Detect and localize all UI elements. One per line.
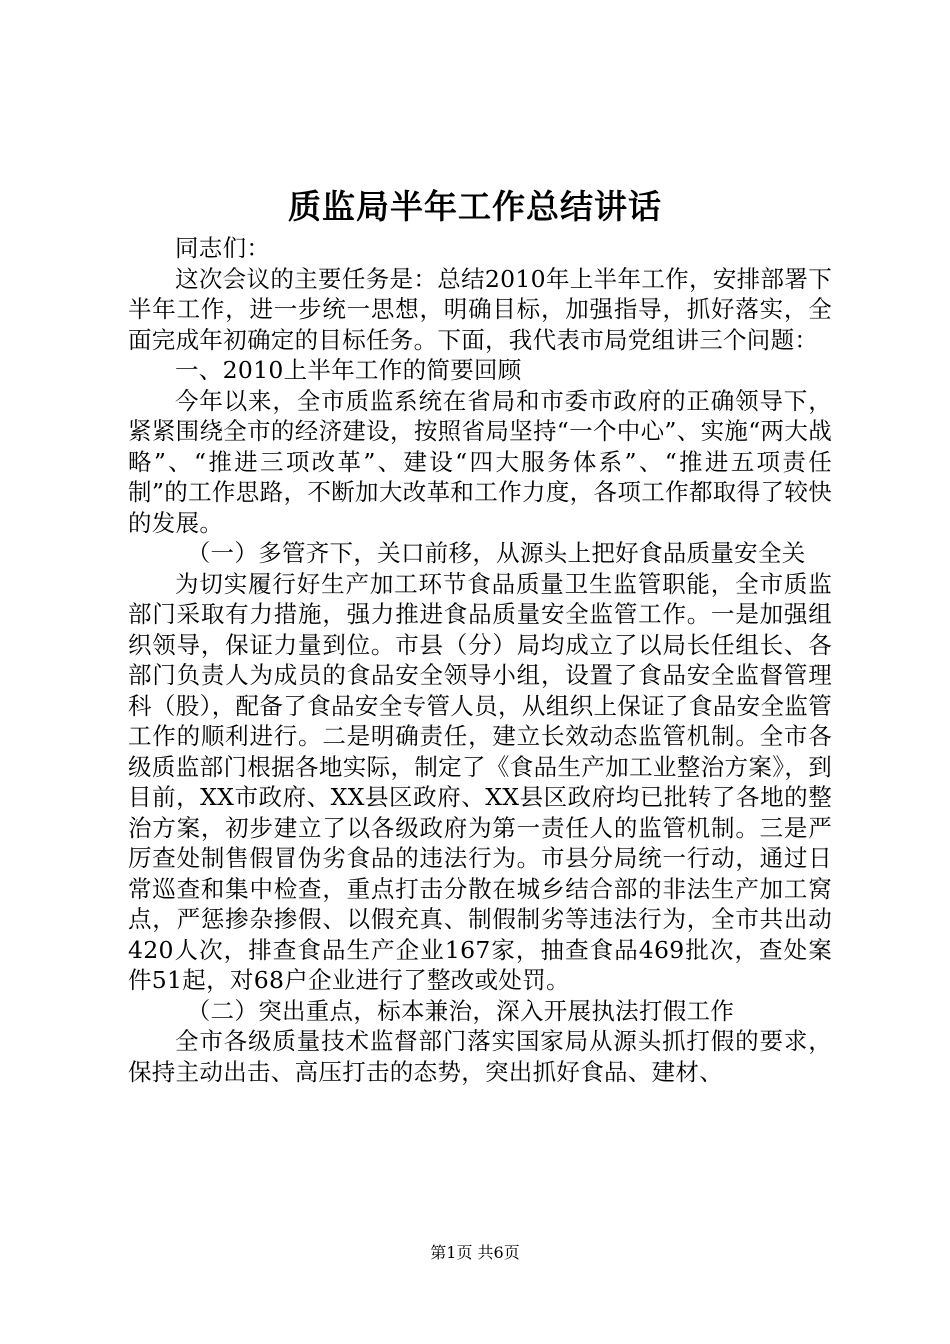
page-footer: 第1页 共6页 [430, 1243, 520, 1262]
overview-paragraph: 今年以来，全市质监系统在省局和市委市政府的正确领导下，紧紧围绕全市的经济建设，按照省局坚持“一个中心”、实施“两大战略”、“推进三项改革”、建设“四大服务体系”、“推进五项责任制”的工作思路，不断加大改革和工作力度，各项工作都取得了较快的发展。 [128, 386, 832, 537]
subsection-heading-2: （二）突出重点，标本兼治，深入开展执法打假工作 [186, 996, 735, 1025]
food-safety-paragraph: 为切实履行好生产加工环节食品质量卫生监管职能，全市质监部门采取有力措施，强力推进食品质量安全监管工作。一是加强组织领导，保证力量到位。市县（分）局均成立了以局长任组长、各部门负责人为成员的食品安全领导小组，设置了食品安全监督管理科（股），配备了食品安全专管人员，从组织上保证了食品安全监管工作的顺利进行。二是明确责任，建立长效动态监管机制。全市各级质监部门根据各地实际，制定了《食品生产加工业整治方案》，到目前，XX市政府、XX县区政府、XX县区政府均已批转了各地的整治方案，初步建立了以各级政府为第一责任人的监管机制。三是严厉查处制售假冒伪劣食品的违法行为。市县分局统一行动，通过日常巡查和集中检查，重点打击分散在城乡结合部的非法生产加工窝点，严惩掺杂掺假、以假充真、制假制劣等违法行为，全市共出动420人次，排查食品生产企业167家，抽查食品469批次，查处案件51起，对68户企业进行了整改或处罚。 [128, 569, 832, 994]
subsection-heading-1: （一）多管齐下，关口前移，从源头上把好食品质量安全关 [186, 539, 806, 567]
document-title: 质监局半年工作总结讲话 [288, 187, 662, 226]
salutation: 同志们： [175, 234, 271, 262]
section-heading: 一、2010上半年工作的简要回顾 [175, 356, 522, 384]
document-body [128, 233, 832, 1087]
anti-counterfeit-paragraph: 全市各级质量技术监督部门落实国家局从源头抓打假的要求，保持主动出击、高压打击的态势，突出抓好食品、建材、 [128, 1027, 832, 1086]
intro-paragraph: 这次会议的主要任务是：总结2010年上半年工作，安排部署下半年工作，进一步统一思想，明确目标，加强指导，抓好落实，全面完成年初确定的目标任务。下面，我代表市局党组讲三个问题： [128, 264, 832, 354]
